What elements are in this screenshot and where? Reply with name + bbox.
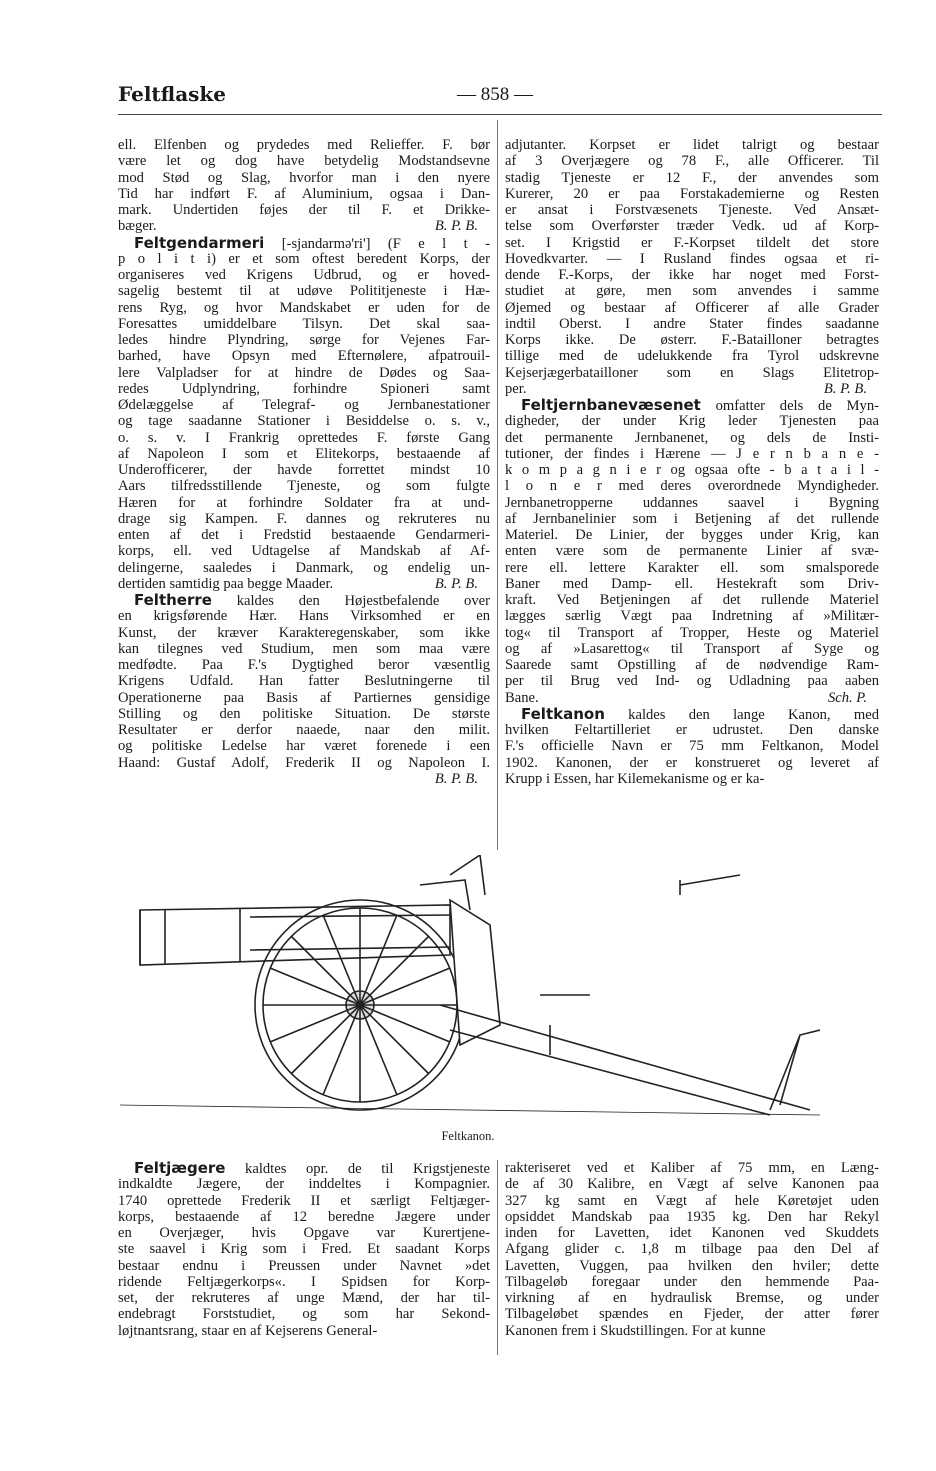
text-line: mark. Undertiden føjes der til F. et Drikke-	[118, 202, 490, 218]
text-line: lere Valpladser for at hindre de Dødes og Saa-	[118, 364, 490, 381]
text-line: Kunst, der kræver Karakteregenskaber, som ikke	[118, 624, 490, 641]
text-line: per til Brug ved Ind- og Udladning paa aaben	[505, 673, 879, 690]
text-line: B. P. B. bæger.	[118, 218, 490, 234]
column-top-right	[505, 137, 879, 787]
text-line: Resultater er derfor naaede, naar den milit.	[118, 722, 490, 738]
running-head: Feltflaske	[118, 82, 227, 106]
text-line: Materiel. De Linier, der bygges under Krig, kan	[505, 527, 879, 543]
text-line: l o n e r med deres overordnede Myndigheder.	[505, 478, 879, 495]
text-line: Lavetten, Vuggen, paa hvilken den hviler; dette	[505, 1257, 879, 1274]
text-line: lægges særlig Vægt paa Indretning af »Militær-	[505, 608, 879, 625]
text-line: 1740 oprettede Frederik II et særligt Feltjæger-	[118, 1192, 490, 1209]
text-line: Saarede samt Opstilling af de nødvendige Ram-	[505, 657, 879, 673]
text-line: delingerne, saaledes i Danmark, og endelig un-	[118, 559, 490, 576]
column-bottom-left	[118, 1160, 490, 1339]
text-line: ste saavel i Krig som i Fred. Et saadant Korps	[118, 1241, 490, 1258]
cannon-barrel	[140, 855, 485, 965]
text-line: barhed, have Opsyn med Efternølere, afpatrouil-	[118, 348, 490, 365]
text-line: indkaldte Jægere, der inddeltes i Kompagnier.	[118, 1176, 490, 1193]
text-line: Tilbageløbet spændes en Fjeder, der atter fører	[505, 1306, 879, 1323]
text-line: virkning af en hydraulisk Bremse, og under	[505, 1290, 879, 1306]
text-line: tutioner, der findes i Hærene — J e r n b a n e -	[505, 445, 879, 462]
entry-headword: Feltherre	[134, 591, 212, 609]
author-signature: B. P. B.	[823, 380, 867, 397]
text-line: af Jernbanelinier som i Betjening af det rullende	[505, 510, 879, 527]
column-bottom-right	[505, 1160, 879, 1339]
text-line: redes Udplyndring, forhindre Spioneri samt	[118, 380, 490, 397]
text-line: Stilling og den politiske Situation. De største	[118, 705, 490, 722]
column-divider	[497, 120, 498, 850]
text-line: hvilken Feltartilleriet er udrustet. Den danske	[505, 722, 879, 738]
text-line: k o m p a g n i e r og ogsaa ofte - b a t a i l -	[505, 462, 879, 478]
text-line: er ansat i Forstvæsenets Tjeneste. Ved Ansæt-	[505, 202, 879, 218]
text-line: adjutanter. Korpset er lidet talrigt og bestaar	[505, 137, 879, 153]
author-signature: B. P. B.	[434, 770, 478, 787]
text-line: en krigsførende Hær. Hans Virksomhed er en	[118, 608, 490, 625]
text-line: B. P. B. per.	[505, 381, 879, 397]
entry-headword: Feltkanon	[521, 704, 605, 723]
entry-headword: Feltgendarmeri	[134, 233, 265, 252]
text-line: opsiddet Mandskab paa 1935 kg. Den har Rekyl	[505, 1208, 879, 1225]
text-line: organiseres ved Krigens Udbrud, og er hoved-	[118, 267, 490, 283]
text-line: Tid har indført F. af Aluminium, ogsaa i Dan-	[118, 185, 490, 202]
text-line: telse som Overførster træder Vedk. ud af Korp-	[505, 218, 879, 235]
text-line: korps, ell. ved Udtagelse af Mandskab af Af-	[118, 543, 490, 560]
text-line: mod Stød og Slag, hvorfor man i den nyere	[118, 169, 490, 186]
text-line: Feltherre kaldes den Højestbefalende over	[134, 591, 490, 609]
text-line: og af »Lasarettog« til Transport af Syge og	[505, 640, 879, 657]
author-signature: Sch. P.	[827, 689, 867, 706]
text-line: stadig Tjeneste er 12 F., der anvendes som	[505, 169, 879, 186]
text-line: enten være som de permanente Linier af svæ-	[505, 543, 879, 560]
text-line: af 3 Overjægere og 78 F., alle Officerer. Til	[505, 153, 879, 170]
text-line: løjtnantsrang, staar en af Kejserens General-	[118, 1322, 378, 1339]
text-line: indtil Oberst. I andre Stater findes saadanne	[505, 315, 879, 332]
text-line: p o l i t i) er et som oftest beredent Korps, der	[118, 250, 490, 267]
text-line: Krigens Udfald. Han fatter Beslutningerne til	[118, 673, 490, 690]
text-line: inden for Lavetten, idet Kanonen ved Skuddets	[505, 1225, 879, 1241]
text-line: og politiske Ledelse har været forenede i een	[118, 738, 490, 755]
author-signature: B. P. B.	[434, 218, 478, 235]
text-line: ridende Feltjægerkorps«. I Spidsen for Korp-	[118, 1273, 490, 1290]
text-line: dende F.-Korps, der ikke har noget med Forst-	[505, 267, 879, 283]
text-line: kraft. Ved Betjeningen af det rullende Materiel	[505, 592, 879, 608]
text-line: Hæren for at forhindre Soldater fra at und-	[118, 494, 490, 511]
text-line: være let og dog have betydelig Modstandsevne	[118, 153, 490, 170]
text-line: Haand: Gustaf Adolf, Frederik II og Napoleon I.	[118, 754, 490, 771]
text-line: en Overjæger, hvis Opgave var Kurertjene-	[118, 1225, 490, 1241]
text-line: bestaar endnu i Preussen under Navnet »det	[118, 1257, 490, 1274]
text-line: 327 kg samt en Vægt af hele Køretøjet uden	[505, 1192, 879, 1209]
text-line: Ødelæggelse af Telegraf- og Jernbanestationer	[118, 397, 490, 413]
text-line: Underofficerer, der havde forrettet mindst 10	[118, 462, 490, 478]
text-line: medfødte. Paa F.'s Dygtighed beror væsentlig	[118, 657, 490, 673]
column-top-left	[118, 137, 490, 787]
text-line: Øjemed og bestaar af Officerer af alle Grader	[505, 299, 879, 316]
text-line	[118, 771, 490, 787]
field-cannon-illustration	[120, 855, 820, 1120]
text-line: kan tilegnes ved Studium, men som maa være	[118, 640, 490, 657]
text-line: tillige med de udelukkende fra Tyrol udskrevne	[505, 348, 879, 365]
text-line: rere ell. lettere Karakter ell. som smalsporede	[505, 559, 879, 576]
text-line: Korps ikke. De østerr. F.-Batailloner betragtes	[505, 332, 879, 348]
text-line: Sch. P. Bane.	[505, 690, 879, 706]
text-line: Hovedkvarter. — I Rusland findes ogsaa et ri-	[505, 250, 879, 267]
text-line: Tilbageløb foregaar under den hemmende Paa-	[505, 1273, 879, 1290]
text-line: F.'s officielle Navn er 75 mm Feltkanon, Model	[505, 738, 879, 755]
text-line: Feltjægere kaldtes opr. de til Krigstjeneste	[134, 1159, 490, 1177]
text-line: drage sig Kampen. F. dannes og rekruteres nu	[118, 510, 490, 527]
entry-headword: Feltjernbanevæsenet	[521, 396, 701, 414]
text-line: digheder, der under Krig leder Tjenesten paa	[505, 413, 879, 430]
text-line: set. I Krigstid er F.-Korpset tildelt det store	[505, 234, 879, 251]
text-line: Baner med Damp- ell. Hestekraft som Driv-	[505, 575, 879, 592]
page-number: — 858 —	[457, 84, 533, 105]
text-line: tog« til Transport af Tropper, Heste og Materiel	[505, 624, 879, 641]
text-line: Feltgendarmeri [-sjandarmə'ri'] (F e l t -	[134, 233, 490, 252]
text-line: det permanente Jernbanenet, og dels de Insti-	[505, 429, 879, 446]
text-line: ledes hindre Plyndring, sørge for Vejenes Far-	[118, 332, 490, 348]
text-line: B. P. B. dertiden samtidig paa begge Maader.	[118, 576, 490, 592]
text-line: Kanonen frem i Skudstillingen. For at kunne	[505, 1322, 766, 1339]
column-divider-bottom	[497, 1160, 498, 1355]
text-line: Jernbanetropperne uddannes saavel i Bygning	[505, 494, 879, 511]
text-line: 1902. Kanonen, der er konstrueret og leveret af	[505, 754, 879, 771]
text-line: de af 30 Kalibre, en Vægt af selve Kanonen paa	[505, 1176, 879, 1193]
text-line: o. s. v. I Frankrig oprettedes F. første Gang	[118, 429, 490, 446]
text-line: rakteriseret ved et Kaliber af 75 mm, en Læng-	[505, 1160, 879, 1176]
text-line: Foresattes umiddelbare Tilsyn. Det skal saa-	[118, 315, 490, 332]
text-line: studiet at gøre, men som anvendes i samme	[505, 283, 879, 300]
text-line: Kejserjægerbatailloner som en Slags Elitetrop-	[505, 364, 879, 381]
text-line: Feltjernbanevæsenet omfatter dels de Myn-	[521, 396, 879, 414]
text-line: ell. Elfenben og prydedes med Relieffer. F. bør	[118, 137, 490, 153]
text-line: Kurerer, 20 er paa Forstakademierne og Resten	[505, 185, 879, 202]
figure-caption: Feltkanon.	[441, 1129, 495, 1143]
header-rule	[118, 114, 882, 115]
text-line: Krupp i Essen, har Kilemekanisme og er ka-	[505, 770, 765, 787]
entry-headword: Feltjægere	[134, 1159, 226, 1177]
text-line: og tage saadanne Stationer i Besiddelse o. s. v.,	[118, 413, 490, 430]
text-line: Feltkanon kaldes den lange Kanon, med	[521, 704, 879, 723]
text-line: Afgang glider c. 1,8 m tilbage paa den Del af	[505, 1241, 879, 1258]
text-line: rens Ryg, og hvor Mandskabet er uden for de	[118, 299, 490, 316]
text-line: Operationerne paa Basis af Partiernes gensidige	[118, 689, 490, 706]
author-signature: B. P. B.	[434, 575, 478, 592]
text-line: af Napoleon I som et Elitekorps, bestaaende af	[118, 445, 490, 462]
text-line: enten af det i Fredstid bestaaende Gendarmeri-	[118, 527, 490, 543]
text-line: set, der rekruteres af unge Mænd, der har til-	[118, 1290, 490, 1306]
text-line: Aars tilfredsstillende Tjeneste, og som fulgte	[118, 478, 490, 495]
text-line: sagelig bestemt til at udøve Polititjeneste i Hæ-	[118, 283, 490, 300]
text-line: endebragt Forststudiet, og som har Sekond-	[118, 1306, 490, 1323]
text-line: korps, bestaaende af 12 beredne Jægere under	[118, 1208, 490, 1225]
